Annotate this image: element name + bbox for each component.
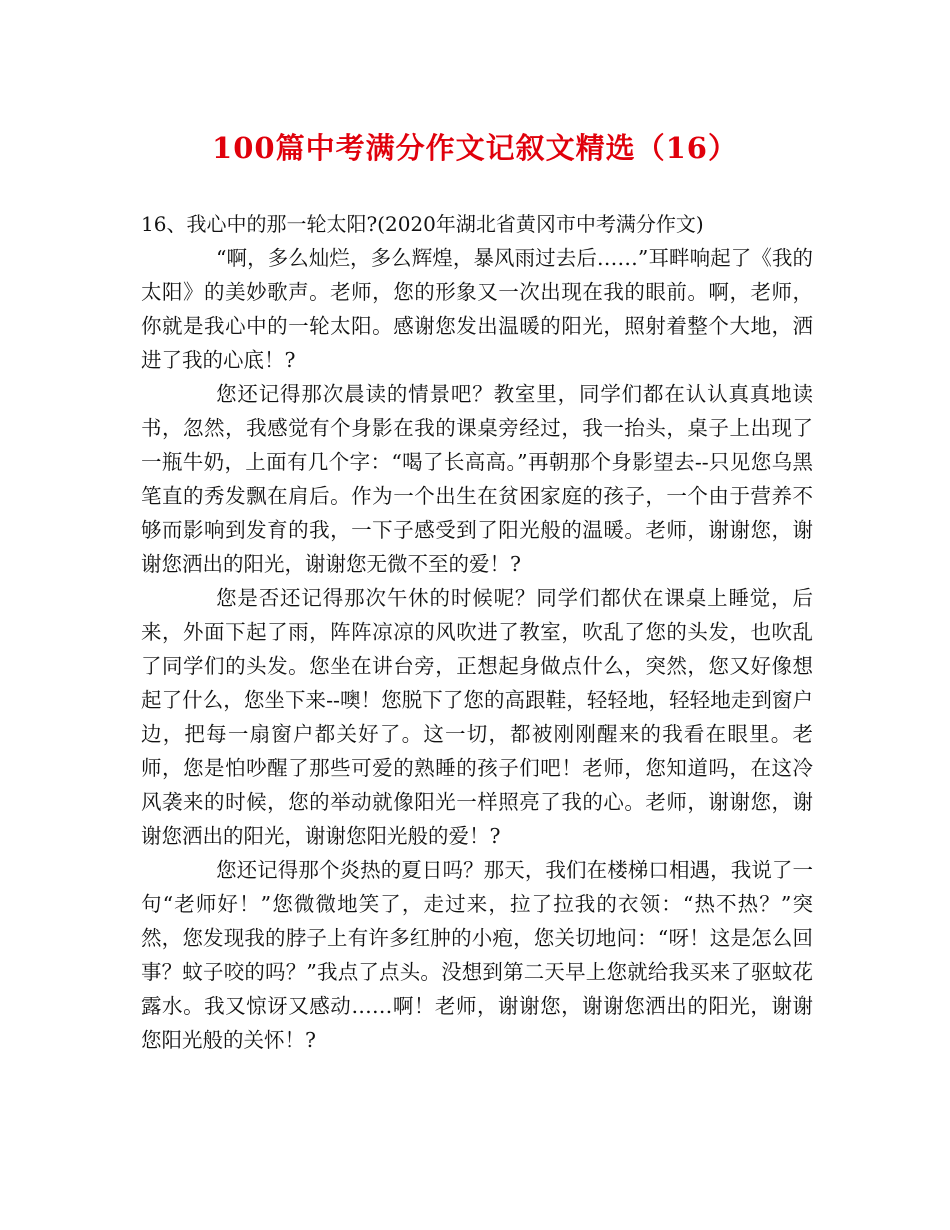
paragraph-4: 您还记得那个炎热的夏日吗？那天，我们在楼梯口相遇，我说了一句“老师好！”您微微地笑了，走过来，拉了拉我的衣领：“热不热？”突然，您发现我的脖子上有许多红肿的小疱，您关切地问：“呀！这是怎么回事？蚊子咬的吗？”我点了点头。没想到第二天早上您就给我买来了驱蚊花露水。我又惊讶又感动……啊！老师，谢谢您，谢谢您洒出的阳光，谢谢您阳光般的关怀！? xyxy=(141,858,813,1052)
document-title: 100篇中考满分作文记叙文精选（16） xyxy=(212,131,738,165)
paragraph-1: “啊，多么灿烂，多么辉煌，暴风雨过去后……”耳畔响起了《我的太阳》的美妙歌声。老师，您的形象又一次出现在我的眼前。啊，老师，你就是我心中的一轮太阳。感谢您发出温暖的阳光，照射着整个大地，洒进了我的心底！? xyxy=(141,246,813,372)
paragraph-3: 您是否还记得那次午休的时候呢？同学们都伏在课桌上睡觉，后来，外面下起了雨，阵阵凉凉的风吹进了教室，吹乱了您的头发，也吹乱了同学们的头发。您坐在讲台旁，正想起身做点什么，突然，您又好像想起了什么，您坐下来--噢！您脱下了您的高跟鞋，轻轻地，轻轻地走到窗户边，把每一扇窗户都关好了。这一切，都被刚刚醒来的我看在眼里。老师，您是怕吵醒了那些可爱的熟睡的孩子们吧！老师，您知道吗，在这冷风袭来的时候，您的举动就像阳光一样照亮了我的心。老师，谢谢您，谢谢您洒出的阳光，谢谢您阳光般的爱！? xyxy=(141,586,813,848)
article-body xyxy=(141,207,813,1057)
article-subtitle: 16、我心中的那一轮太阳?(2020年湖北省黄冈市中考满分作文) xyxy=(141,212,704,236)
paragraph-2: 您还记得那次晨读的情景吧？教室里，同学们都在认认真真地读书，忽然，我感觉有个身影在我的课桌旁经过，我一抬头，桌子上出现了一瓶牛奶，上面有几个字：“喝了长高高。”再朝那个身影望去--只见您乌黑笔直的秀发飘在肩后。作为一个出生在贫困家庭的孩子，一个由于营养不够而影响到发育的我，一下子感受到了阳光般的温暖。老师，谢谢您，谢谢您洒出的阳光，谢谢您无微不至的爱！? xyxy=(141,382,813,576)
